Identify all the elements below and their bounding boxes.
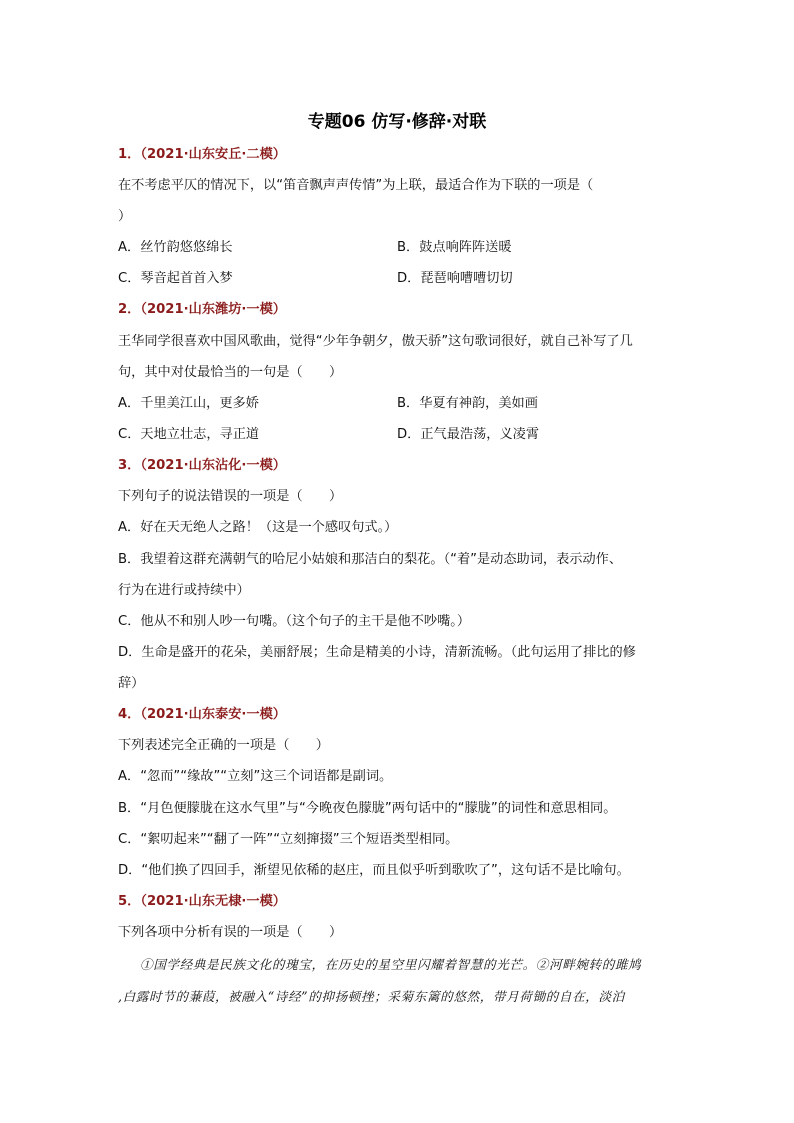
q2-option-b: B．华夏有神韵，美如画 <box>397 396 538 411</box>
q4-option-b: B．“月色便朦胧在这水气里”与“今晚夜色朦胧”两句话中的“朦胧”的词性和意思相同。 <box>118 801 617 816</box>
q1-stem-line1: 在不考虑平仄的情况下，以“笛音飘声声传情”为上联，最适合作为下联的一项是（ <box>118 178 594 193</box>
q4-option-a: A．“忽而”“缘故”“立刻”这三个词语都是副词。 <box>118 769 393 784</box>
q3-option-c: C．他从不和别人吵一句嘴。（这个句子的主干是他不吵嘴。） <box>118 614 471 629</box>
q2-heading: 2．（2021·山东潍坊·一模） <box>118 302 286 317</box>
q3-option-d-line1: D．生命是盛开的花朵，美丽舒展；生命是精美的小诗，清新流畅。（此句运用了排比的修 <box>118 645 636 660</box>
q4-option-d: D．“他们换了四回手，渐望见依稀的赵庄，而且似乎听到歌吹了”，这句话不是比喻句。 <box>118 863 630 878</box>
q1-heading: 1．（2021·山东安丘·二模） <box>118 147 286 162</box>
q3-heading: 3．（2021·山东沾化·一模） <box>118 458 286 473</box>
q2-option-c: C．天地立壮志，寻正道 <box>118 427 260 442</box>
q2-option-d: D．正气最浩荡，义凌霄 <box>397 427 540 442</box>
q1-option-d: D．琵琶响嘈嘈切切 <box>397 271 513 286</box>
q5-passage-line2: ,白露时节的蒹葭，被融入“诗经”的抑扬顿挫；采菊东篱的悠然，带月荷锄的自在，淡泊 <box>118 989 625 1004</box>
q5-stem: 下列各项中分析有误的一项是（ ） <box>118 925 343 940</box>
q3-option-b-line1: B．我望着这群充满朝气的哈尼小姑娘和那洁白的梨花。（“着”是动态助词，表示动作、 <box>118 552 623 567</box>
q5-heading: 5．（2021·山东无棣·一模） <box>118 894 286 909</box>
q2-stem-line1: 王华同学很喜欢中国风歌曲，觉得“少年争朝夕，傲天骄”这句歌词很好，就自己补写了几 <box>118 334 633 349</box>
q1-option-b: B．鼓点响阵阵送暖 <box>397 240 512 255</box>
q3-option-d-line2: 辞） <box>118 676 145 691</box>
q3-option-a: A．好在天无绝人之路！（这是一个感叹句式。） <box>118 520 398 535</box>
q1-stem-line2: ） <box>118 209 132 224</box>
q1-option-a: A．丝竹韵悠悠绵长 <box>118 240 233 255</box>
q4-option-c: C．“絮叨起来”“翻了一阵”“立刻撺掇”三个短语类型相同。 <box>118 832 459 847</box>
q3-option-b-line2: 行为在进行或持续中） <box>118 583 250 598</box>
q5-passage-line1: ①国学经典是民族文化的瑰宝，在历史的星空里闪耀着智慧的光芒。②河畔婉转的雎鸠 <box>140 957 642 972</box>
q3-stem: 下列句子的说法错误的一项是（ ） <box>118 489 343 504</box>
q4-heading: 4．（2021·山东泰安·一模） <box>118 707 286 722</box>
q2-option-a: A．千里美江山，更多娇 <box>118 396 259 411</box>
q4-stem: 下列表述完全正确的一项是（ ） <box>118 738 329 753</box>
q2-stem-line2: 句，其中对仗最恰当的一句是（ ） <box>118 365 343 380</box>
q1-option-c: C．琴音起首首入梦 <box>118 271 233 286</box>
page-title: 专题06 仿写·修辞·对联 <box>307 112 487 132</box>
